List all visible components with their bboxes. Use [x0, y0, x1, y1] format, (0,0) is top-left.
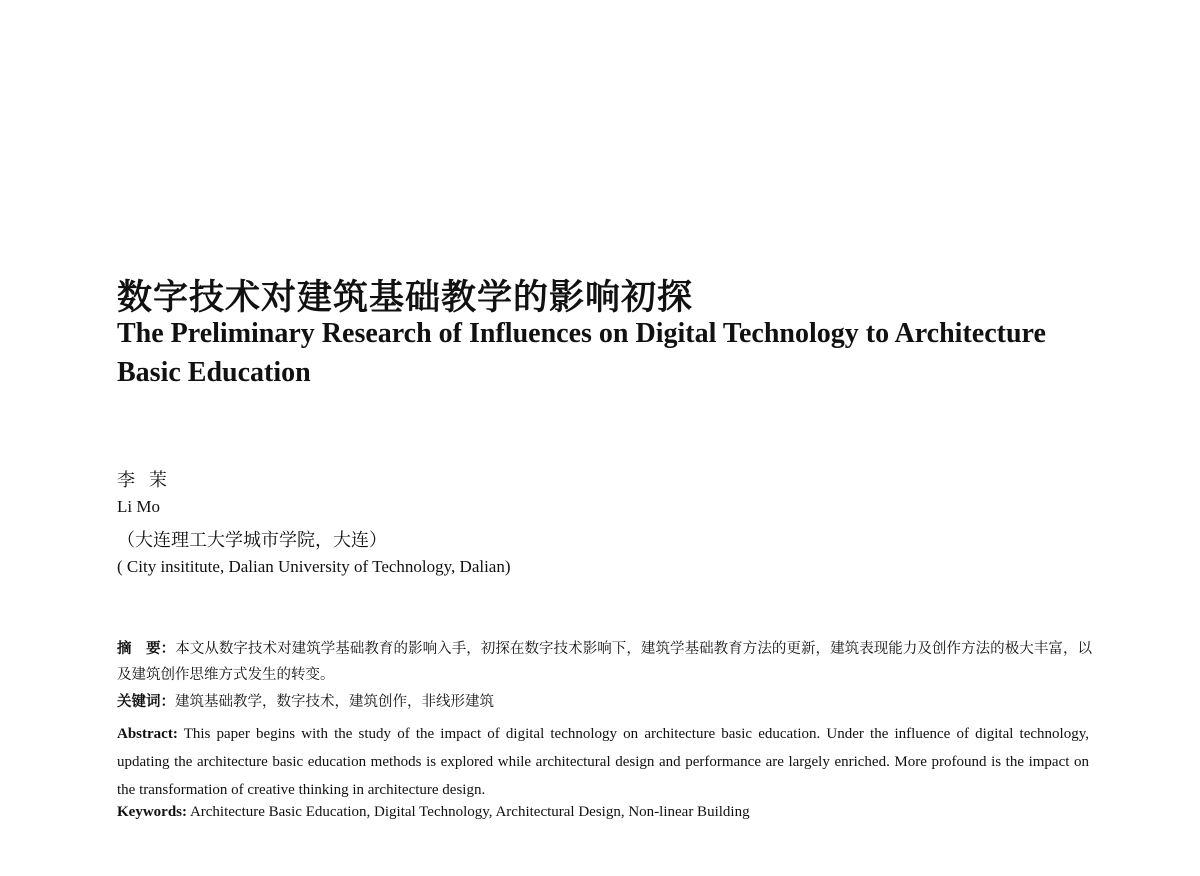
abstract-english-label: Abstract: — [117, 726, 178, 742]
affiliation-english: ( City insititute, Dalian University of Technology, Dalian) — [117, 557, 511, 576]
keywords-english-text: Architecture Basic Education, Digital Technology, Architectural Design, Non-linear Building — [189, 804, 750, 820]
abstract-english — [117, 720, 1089, 804]
keywords-chinese-text: 建筑基础教学，数字技术，建筑创作，非线形建筑 — [175, 694, 494, 710]
keywords-english-label: Keywords: — [117, 804, 187, 820]
keywords-english — [117, 804, 750, 821]
abstract-chinese-text: 本文从数字技术对建筑学基础教育的影响入手，初探在数字技术影响下，建筑学基础教育方法的更新，建筑表现能力及创作方法的极大丰富，以及建筑创作思维方式发生的转变。 — [117, 641, 1093, 683]
keywords-chinese — [117, 689, 1092, 715]
chinese-title: 数字技术对建筑基础教学的影响初探 — [117, 278, 694, 318]
abstract-chinese-label: 摘 要： — [117, 641, 176, 657]
abstract-chinese — [117, 636, 1092, 688]
author-english: Li Mo — [117, 497, 160, 516]
keywords-chinese-label: 关键词： — [117, 694, 175, 710]
affiliation-chinese: （大连理工大学城市学院，大连） — [117, 530, 387, 550]
abstract-english-text: This paper begins with the study of the impact of digital technology on architecture basic education. Under the influence of digital technology, updating the architecture basic education methods is explored while architectural design and performance are largely enriched. More profound is the impact on the transformation of creative thinking in architecture design. — [117, 726, 1089, 798]
english-title: The Preliminary Research of Influences on Digital Technology to Architecture Basic Education — [117, 318, 1046, 388]
author-chinese: 李茉 — [117, 470, 181, 490]
